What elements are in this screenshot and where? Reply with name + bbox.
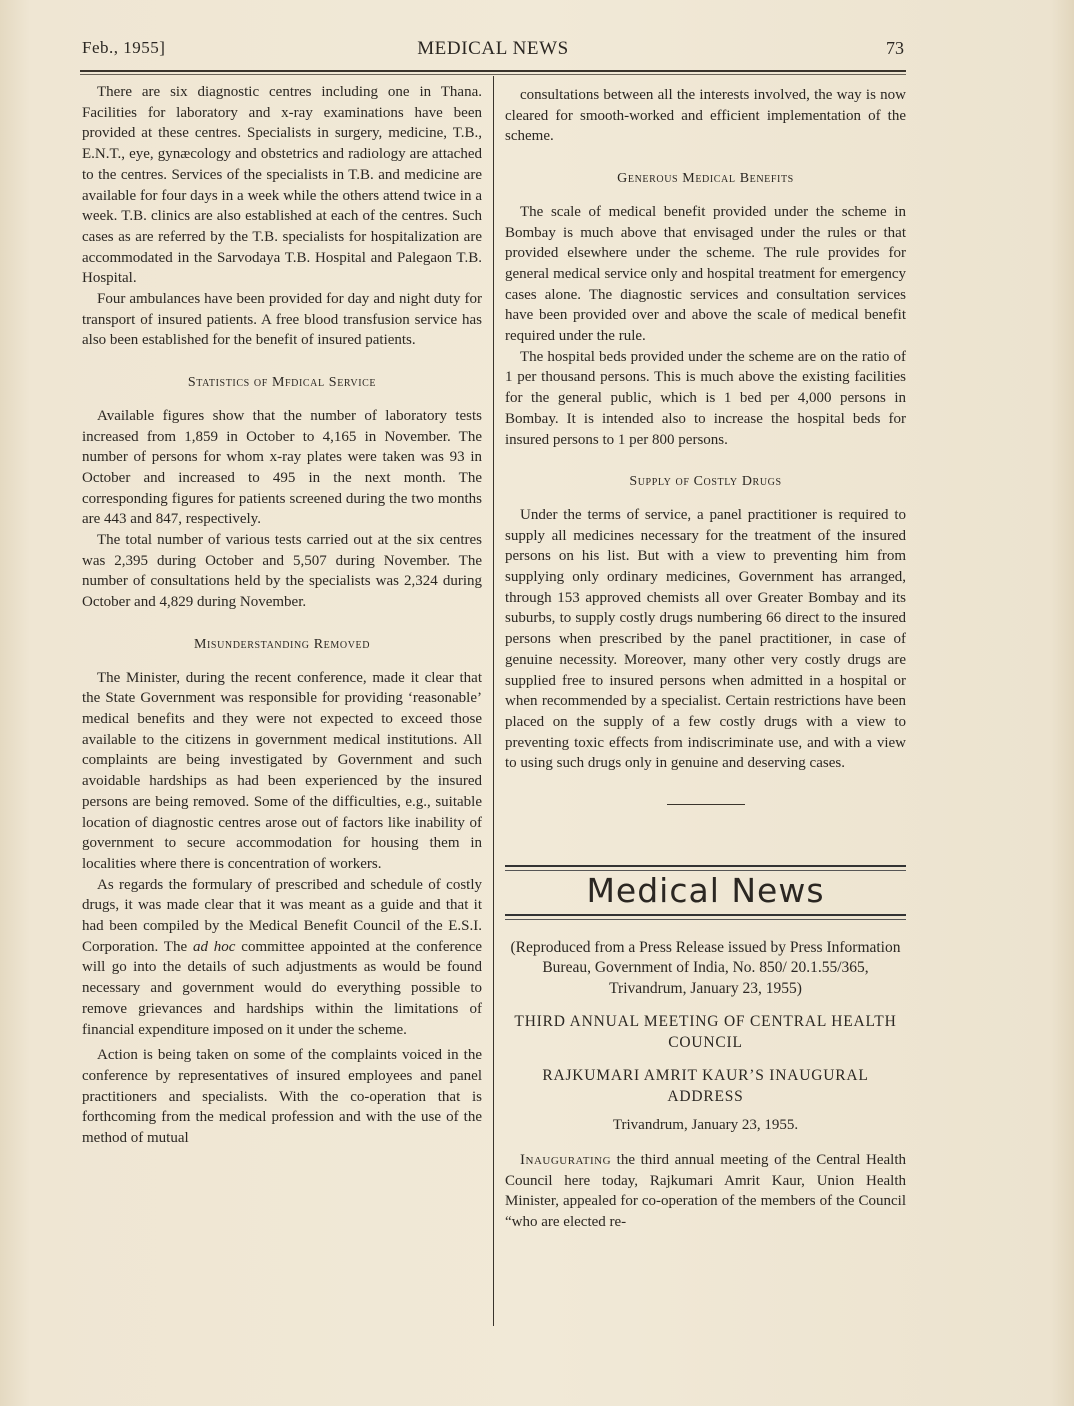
paragraph: Available figures show that the number of laboratory tests increased from 1,859 in October to 4,165 in November. The number of persons for whom x-ray plates were taken was 93 in October and increased to 495 in the next month. The corresponding figures for patients screened during the two months are 443 and 847, respectively.: [82, 407, 482, 528]
italic-term: ad hoc: [192, 938, 236, 955]
paragraph: The scale of medical benefit provided under the scheme in Bombay is much above that envisaged under the rules or that provided elsewhere under the scheme. The rule provides for general medical service only and hospital treatment for emergency cases alone. The diagnostic services and consultation services have been provided over and above the scale of medical benefit required under the rule.: [505, 203, 906, 345]
paragraph: The Minister, during the recent conference, made it clear that the State Government was responsible for providing ‘reasonable’ medical benefits and they were not expected to exceed those available to the citizens in government medical institutions. All complaints are being investigated by Government and such avoidable hardships as had been experienced by the insured persons are being removed. Some of the difficulties, e.g., suitable location of diagnostic centres arose out of factors like inability of government to secure accommodation for housing them in localities where there is concentration of workers.: [82, 669, 482, 872]
section-end-rule: [667, 804, 745, 805]
running-header: [82, 38, 904, 64]
masthead-rule-bottom: [505, 914, 906, 916]
section-heading-generous: Generous Medical Benefits: [617, 171, 794, 187]
lead-word: Inaugurating: [520, 1152, 612, 1168]
article-title: THIRD ANNUAL MEETING OF CENTRAL HEALTH COUNCIL: [514, 1013, 897, 1052]
text-run: committee appointed at the conference will go into the details of such adjustments as would be found necessary and government would do everything possible to remove grievances and hardships within the limitations of financial expenditure imposed on it under the scheme.: [82, 938, 482, 1038]
paragraph: Action is being taken on some of the complaints voiced in the conference by representatives of insured employees and panel practitioners and specialists. With the co-operation that is forthcoming from the medical profession and with the use of the method of mutual: [82, 1047, 482, 1147]
section-heading-misunderstanding: Misunderstanding Removed: [193, 636, 371, 652]
running-title: MEDICAL NEWS: [417, 38, 569, 59]
dateline: Trivandrum, January 23, 1955.: [612, 1117, 799, 1134]
masthead-block: [505, 865, 906, 920]
paragraph: The total number of various tests carried out at the six centres was 2,395 during October and 5,507 during November. The number of consultations held by the specialists was 2,324 during October and 4,829 during November.: [82, 532, 482, 611]
paragraph: The hospital beds provided under the scheme are on the ratio of 1 per thousand persons. This is much above the existing facilities for the general public, which is 1 bed per 4,000 persons in Bombay. It is intended also to increase the hospital beds for insured persons to 1 per 800 persons.: [505, 348, 906, 448]
page-number: 73: [886, 38, 904, 58]
masthead-rule-bottom-thin: [505, 919, 906, 920]
paragraph: consultations between all the interests involved, the way is now cleared for smooth-worked and efficient implementation of the scheme.: [505, 87, 906, 145]
paragraph: [82, 875, 482, 1041]
section-heading-supply: Supply of Costly Drugs: [629, 474, 782, 490]
text-run: the third annual meeting of the Central Health Council here today, Rajkumari Amrit Kaur, Union Health Minister, appealed for co-operation of the members of the Council “who are elected re-: [505, 1152, 906, 1231]
masthead-rule-top: [505, 865, 906, 867]
article-subtitle: RAJKUMARI AMRIT KAUR’S INAUGURAL ADDRESS: [542, 1067, 869, 1106]
issue-date: Feb., 1955]: [82, 38, 166, 57]
paragraph: There are six diagnostic centres including one in Thana. Facilities for laboratory and x-ray examinations have been provided at these centres. Specialists in surgery, medicine, T.B., E.N.T., eye, gynæcology and obstetrics and radiology are attached to the centres. Services of the specialists in T.B. and medicine are available for four days in a week while the others attend twice in a week. T.B. clinics are also established at each of the centres. Such cases as are referred by the T.B. specialists for hospitalization are accommodated in the Sarvodaya T.B. Hospital and Palegaon T.B. Hospital.: [82, 84, 482, 287]
header-rule: [80, 70, 906, 72]
header-rule-thin: [80, 74, 906, 75]
paragraph: Four ambulances have been provided for day and night duty for transport of insured patients. A free blood transfusion service has also been established for the benefit of insured patients.: [82, 291, 482, 349]
left-column: [82, 82, 482, 1149]
column-divider: [493, 76, 494, 1326]
paragraph: [505, 1150, 906, 1233]
masthead-title: Medical News: [586, 871, 825, 911]
text-run: As regards the formulary of prescribed and schedule of costly drugs, it was made clear that it was meant as a guide and that it had been compiled by the Medical Benefit Council of the E.S.I. Corporation. The: [82, 876, 482, 955]
paragraph: Under the terms of service, a panel practitioner is required to supply all medicines necessary for the treatment of the insured persons on his list. But with a view to preventing him from supplying only ordinary medicines, Government has arranged, through 153 approved chemists all over Greater Bombay and its suburbs, to supply costly drugs numbering 66 direct to the insured persons when prescribed by the panel practitioner, in case of genuine necessity. Moreover, many other very costly drugs are supplied free to insured persons when admitted in a hospital or when recommended by a specialist. Certain restrictions have been placed on the supply of a few costly drugs with a view to preventing toxic effects from indiscriminate use, and with a view to using such drugs only in genuine and deserving cases.: [505, 506, 906, 772]
section-heading-statistics: Statistics of Mfdical Service: [187, 375, 377, 391]
source-note: (Reproduced from a Press Release issued by Press Information Bureau, Government of India, No. 850/ 20.1.55/365, Trivandrum, January 23, 1955): [510, 938, 901, 997]
right-column: [505, 85, 906, 1233]
